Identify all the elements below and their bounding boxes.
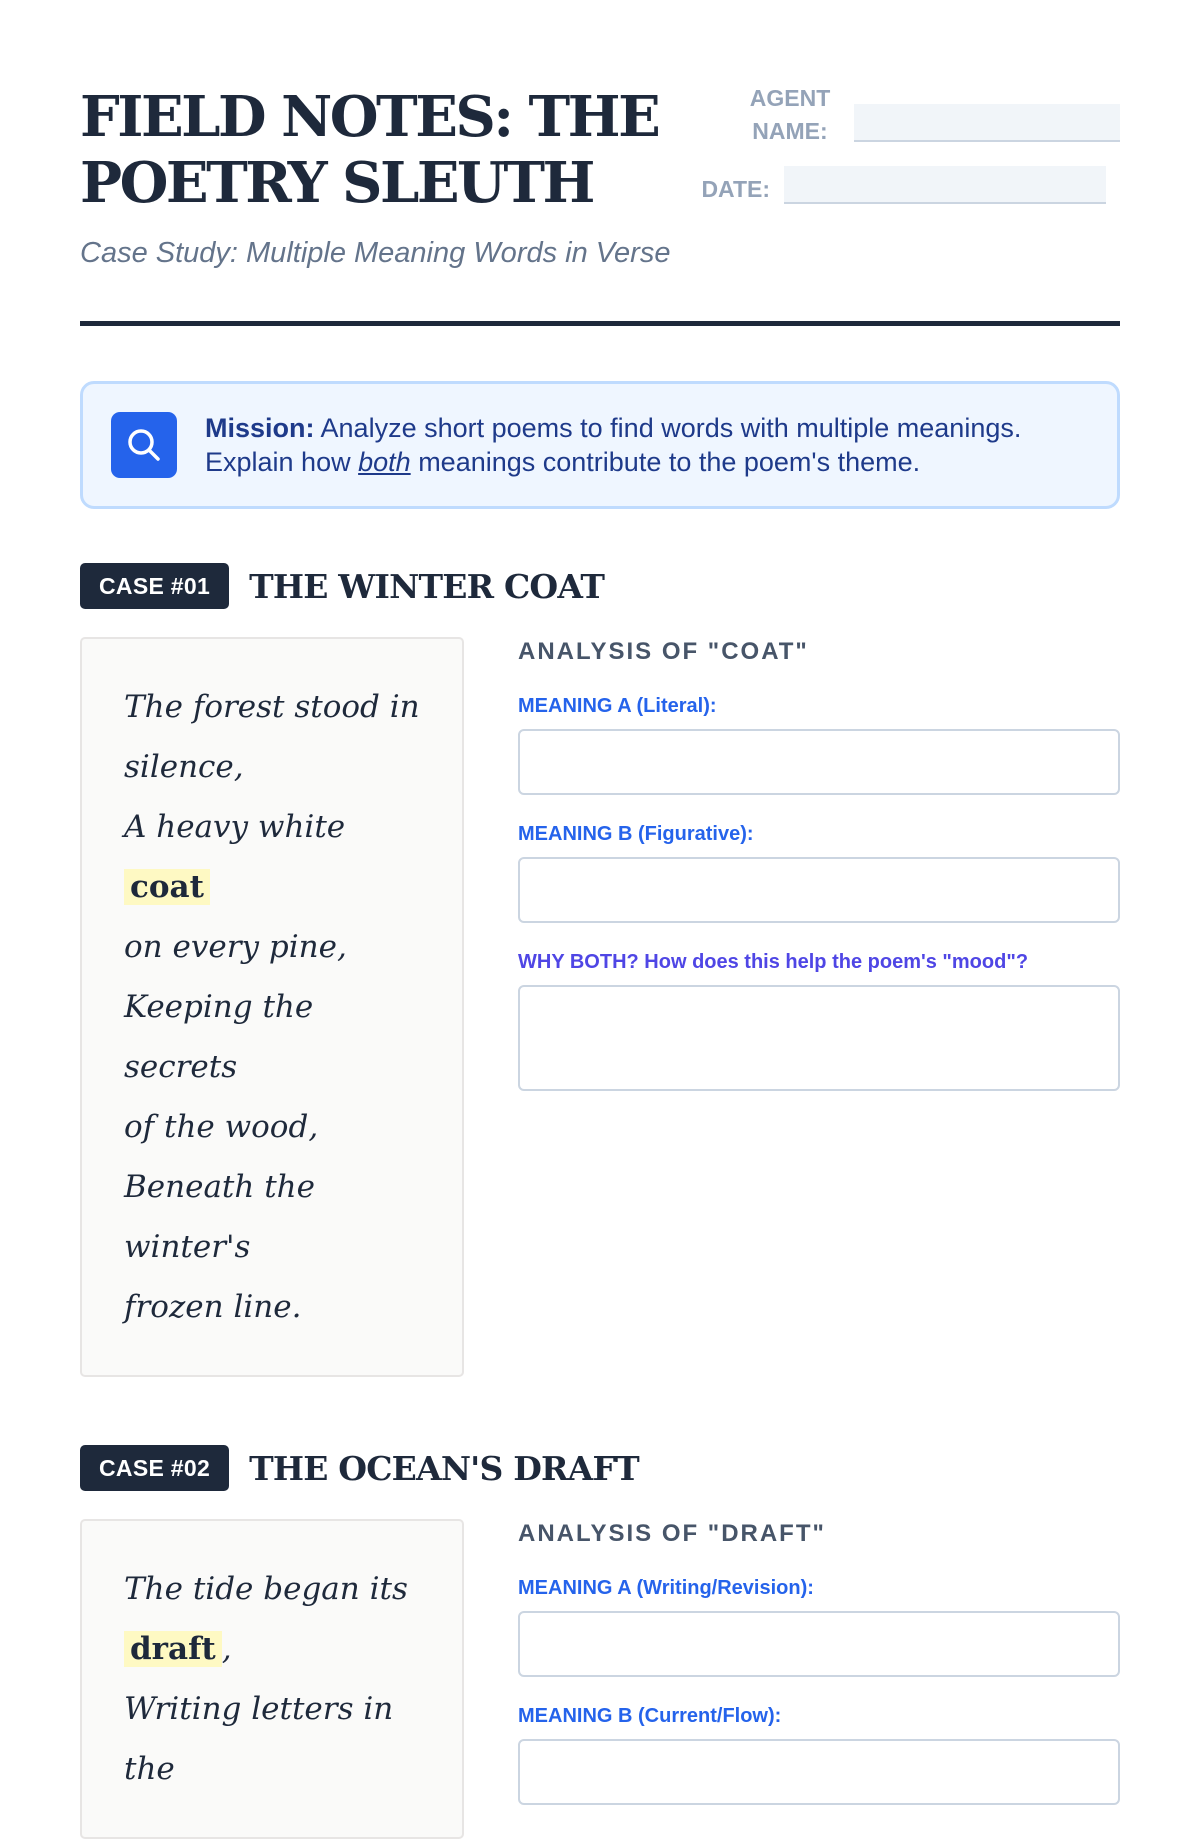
case-02 [80,1445,1120,1839]
analysis-title: ANALYSIS OF "DRAFT" [518,1520,826,1547]
poem-line [124,797,432,917]
meaning-b-label: MEANING B (Figurative): [518,823,754,845]
mission-text [205,411,1089,479]
analysis-panel [518,1519,1120,1805]
why-both-label: WHY BOTH? How does this help the poem's "mood"? [518,951,1029,973]
case-body [80,1519,1120,1839]
meaning-a-label: MEANING A (Literal): [518,695,717,717]
poem-line: Keeping the secrets [124,989,314,1085]
poem-line: The forest stood in [124,689,420,725]
poem-line: on every pine, [124,929,347,965]
analysis-panel [518,637,1120,1091]
case-header [80,563,1120,609]
page-title: FIELD NOTES: THE POETRY SLEUTH [80,84,659,216]
agent-name-label: AGENT NAME: [749,85,831,144]
analysis-title: ANALYSIS OF "COAT" [518,638,809,665]
poem-line: of the wood, [124,1109,319,1145]
highlighted-word: draft [124,1631,222,1667]
date-row [700,166,1120,206]
title-block [80,80,700,276]
date-field[interactable] [784,166,1106,204]
case-title: THE WINTER COAT [249,566,605,606]
poem-line: silence, [124,749,244,785]
poem-line: Writing letters in the [124,1691,394,1787]
highlighted-word: coat [124,869,210,905]
meaning-b-field[interactable] [518,1739,1120,1805]
why-both-field[interactable] [518,985,1120,1091]
case-01 [80,563,1120,1377]
meaning-a-field[interactable] [518,729,1120,795]
case-header [80,1445,1120,1491]
header [80,80,1120,326]
search-icon [111,412,177,478]
mission-box [80,381,1120,509]
meta-fields [700,80,1120,224]
agent-name-row [700,82,1120,148]
case-body [80,637,1120,1377]
mission-emphasis: both [358,447,411,477]
agent-name-field[interactable] [854,104,1120,142]
poem-line-text: A heavy white [124,809,346,845]
poem-line: frozen line. [124,1289,302,1325]
case-title: THE OCEAN'S DRAFT [249,1448,639,1488]
mission-text-part-1: Analyze short poems to find words with multiple meanings. Explain how [205,413,1022,477]
poem-card [80,637,464,1377]
case-badge: CASE #02 [80,1445,229,1491]
poem-line [124,1619,432,1679]
date-label: DATE: [701,176,770,202]
meaning-a-label: MEANING A (Writing/Revision): [518,1577,814,1599]
poem-line-text: , [221,1631,232,1667]
mission-label: Mission: [205,413,315,443]
poem-line: Beneath the winter's [124,1169,315,1265]
meaning-b-label: MEANING B (Current/Flow): [518,1705,782,1727]
meaning-a-field[interactable] [518,1611,1120,1677]
poem-card [80,1519,464,1839]
poem-line: The tide began its [124,1571,408,1607]
meaning-b-field[interactable] [518,857,1120,923]
case-badge: CASE #01 [80,563,229,609]
mission-text-part-2: meanings contribute to the poem's theme. [418,447,921,477]
page-subtitle: Case Study: Multiple Meaning Words in Verse [80,237,671,269]
